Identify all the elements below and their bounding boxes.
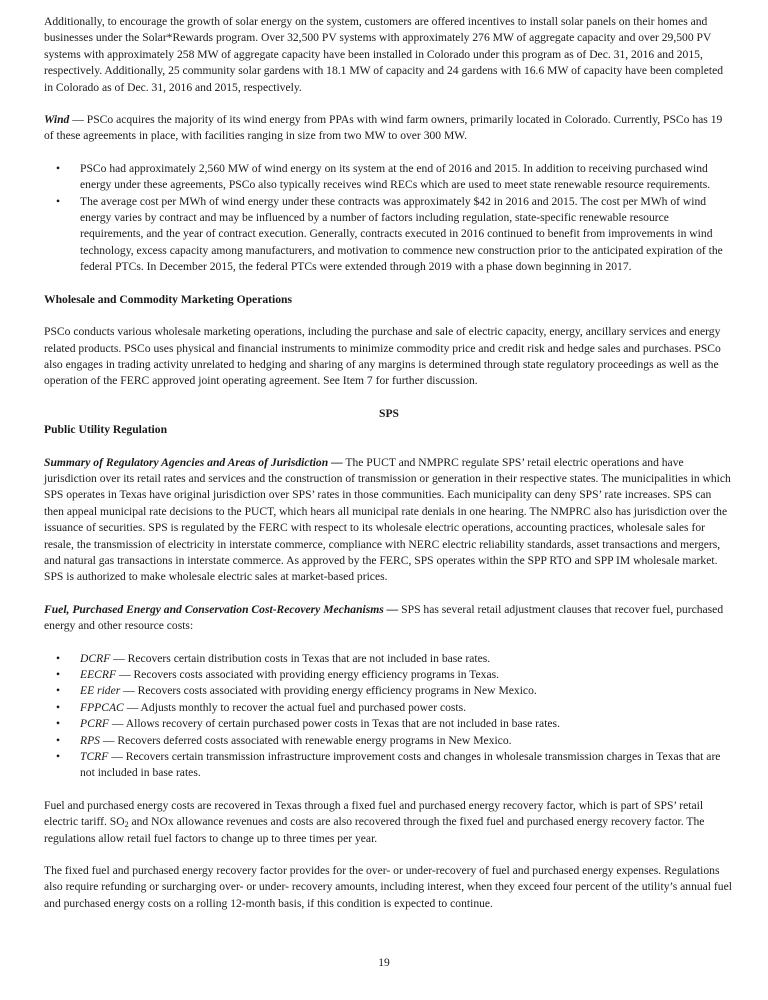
recovery-factor-paragraph: The fixed fuel and purchased energy recovery factor provides for the over- or under-recovery of fuel and purchased energy expenses. Regulations also require refunding or surcharging over- or under- recovery amounts, including interest, when they exceed four percent of the utility’s annual fuel and purchased energy costs on a rolling 12-month basis, if this condition is expected to continue. — [44, 864, 732, 910]
wholesale-paragraph: PSCo conducts various wholesale marketing operations, including the purchase and sale of electric capacity, energy, ancillary services and energy related products. PSCo uses physical and financial instruments to minimize commodity price and credit risk and hedge sales and purchases. PSCo also engages in trading activity unrelated to hedging and sharing of any margins is determined through state regulatory proceedings as well as the operation of the FERC approved joint operating agreement. See Item 7 for further discussion. — [44, 325, 721, 388]
fuel-recovery-label: Fuel, Purchased Energy and Conservation Cost-Recovery Mechanisms — — [44, 602, 399, 616]
bullet-icon: • — [56, 717, 61, 731]
regulatory-summary-label: Summary of Regulatory Agencies and Areas of Jurisdiction — — [44, 455, 343, 469]
fuel-costs-paragraph: Fuel and purchased energy costs are recovered in Texas through a fixed fuel and purchased energy recovery factor, which is part of SPS’ retail electric tariff. $SO_2$ and NOx allowance revenues and costs are also recovered through the fixed fuel and purchased energy recovery factor. The regulations allow retail fuel factors to change up to three times per year. — [44, 798, 705, 845]
bullet-icon: • — [56, 700, 61, 714]
wind-label: Wind — [44, 113, 70, 127]
list-item: • RPS — Recovers deferred costs associated with renewable energy programs in New Mexico. — [44, 733, 734, 749]
list-item: • PSCo had approximately 2,560 MW of wind energy on its system at the end of 2016 and 2015. In addition to receiving purchased wind energy under these agreements, PSCo also typically receives wind RECs which are used to meet state renewable resource requirements. — [56, 161, 711, 192]
wind-paragraph — [44, 112, 734, 145]
list-item: • EECRF — Recovers costs associated with providing energy efficiency programs in Texas. — [44, 667, 734, 683]
document-page — [44, 14, 734, 928]
list-item: • EE rider — Recovers costs associated with providing energy efficiency programs in New Mexico. — [44, 683, 734, 699]
regulatory-summary-paragraph: Summary of Regulatory Agencies and Areas of Jurisdiction — The PUCT and NMPRC regulate SPS’ retail electric operations and have jurisdiction over its retail rates and services and the construction of transmission or generation in their respective states. The municipalities in which SPS operates in Texas have original jurisdiction over SPS’ rates in those communities. Each municipality can deny SPS’ rate increases. SPS can then appeal municipal rate decisions to the PUCT, which hears all municipal rate denials in one hearing. The NMPRC also has jurisdiction over the issuance of securities. SPS is regulated by the FERC with respect to its wholesale electric operations, accounting practices, wholesale sales for resale, the transmission of electricity in interstate commerce, compliance with NERC electric reliability standards, asset transactions and mergers, and natural gas transactions in interstate commerce. As approved by the FERC, SPS operates within the SPP RTO and SPP IM wholesale market. SPS is authorized to make wholesale electric sales at market-based prices. — [44, 455, 731, 584]
bullet-icon: • — [56, 651, 61, 665]
list-item: • DCRF — Recovers certain distribution costs in Texas that are not included in base rates. — [44, 651, 734, 667]
bullet-icon: • — [56, 668, 61, 681]
wholesale-heading: Wholesale and Commodity Marketing Operations — [44, 292, 292, 306]
list-item: • TCRF — Recovers certain transmission infrastructure improvement costs and changes in wholesale transmission charges in Texas that are not included in base rates. — [56, 750, 721, 780]
page-number: 19 — [378, 956, 390, 969]
wind-text: — PSCo acquires the majority of its wind energy from PPAs with wind farm owners, primarily located in Colorado. Currently, PSCo has 19 of these agreements in place, with facilities ranging in size from two MW to over 300 MW. — [44, 113, 723, 143]
bullet-icon: • — [56, 161, 61, 175]
list-item: • FPPCAC — Adjusts monthly to recover the actual fuel and purchased power costs. — [44, 700, 734, 716]
list-item: • PCRF — Allows recovery of certain purchased power costs in Texas that are not included in base rates. — [44, 716, 734, 732]
sps-section-title: SPS — [379, 406, 399, 420]
mechanism-list — [44, 651, 734, 782]
wind-bullet-list — [44, 161, 734, 276]
bullet-icon: • — [56, 733, 61, 747]
solar-rewards-paragraph: Additionally, to encourage the growth of solar energy on the system, customers are offered incentives to install solar panels on their homes and businesses under the Solar*Rewards program. Over 32,500 PV systems with approximately 276 MW of aggregate capacity and over 29,500 PV systems with approximately 258 MW of aggregate capacity have been installed in Colorado under this program as of Dec. 31, 2016 and 2015, respectively. Additionally, 25 community solar gardens with 18.1 MW of capacity and 24 gardens with 16.6 MW of capacity have been completed in Colorado as of Dec. 31, 2016 and 2015, respectively. — [44, 15, 724, 94]
bullet-icon: • — [56, 684, 61, 698]
fuel-recovery-paragraph: Fuel, Purchased Energy and Conservation Cost-Recovery Mechanisms — SPS has several retail adjustment clauses that recover fuel, purchased energy and other resource costs: — [44, 602, 724, 633]
bullet-icon: • — [56, 194, 61, 208]
bullet-icon: • — [56, 750, 61, 764]
public-utility-regulation-heading: Public Utility Regulation — [44, 423, 168, 437]
list-item: • The average cost per MWh of wind energy under these contracts was approximately $42 in 2016 and 2015. The cost per MWh of wind energy varies by contract and may be influenced by a number of factors including regulation, state-specific renewable resource requirements, and the year of contract execution. Generally, contracts executed in 2016 continued to benefit from improvements in wind technology, excess capacity among manufacturers, and motivation to commence new construction prior to the anticipated expiration of the federal PTCs. In December 2015, the federal PTCs were extended through 2019 with a phase down beginning in 2017. — [56, 194, 723, 274]
